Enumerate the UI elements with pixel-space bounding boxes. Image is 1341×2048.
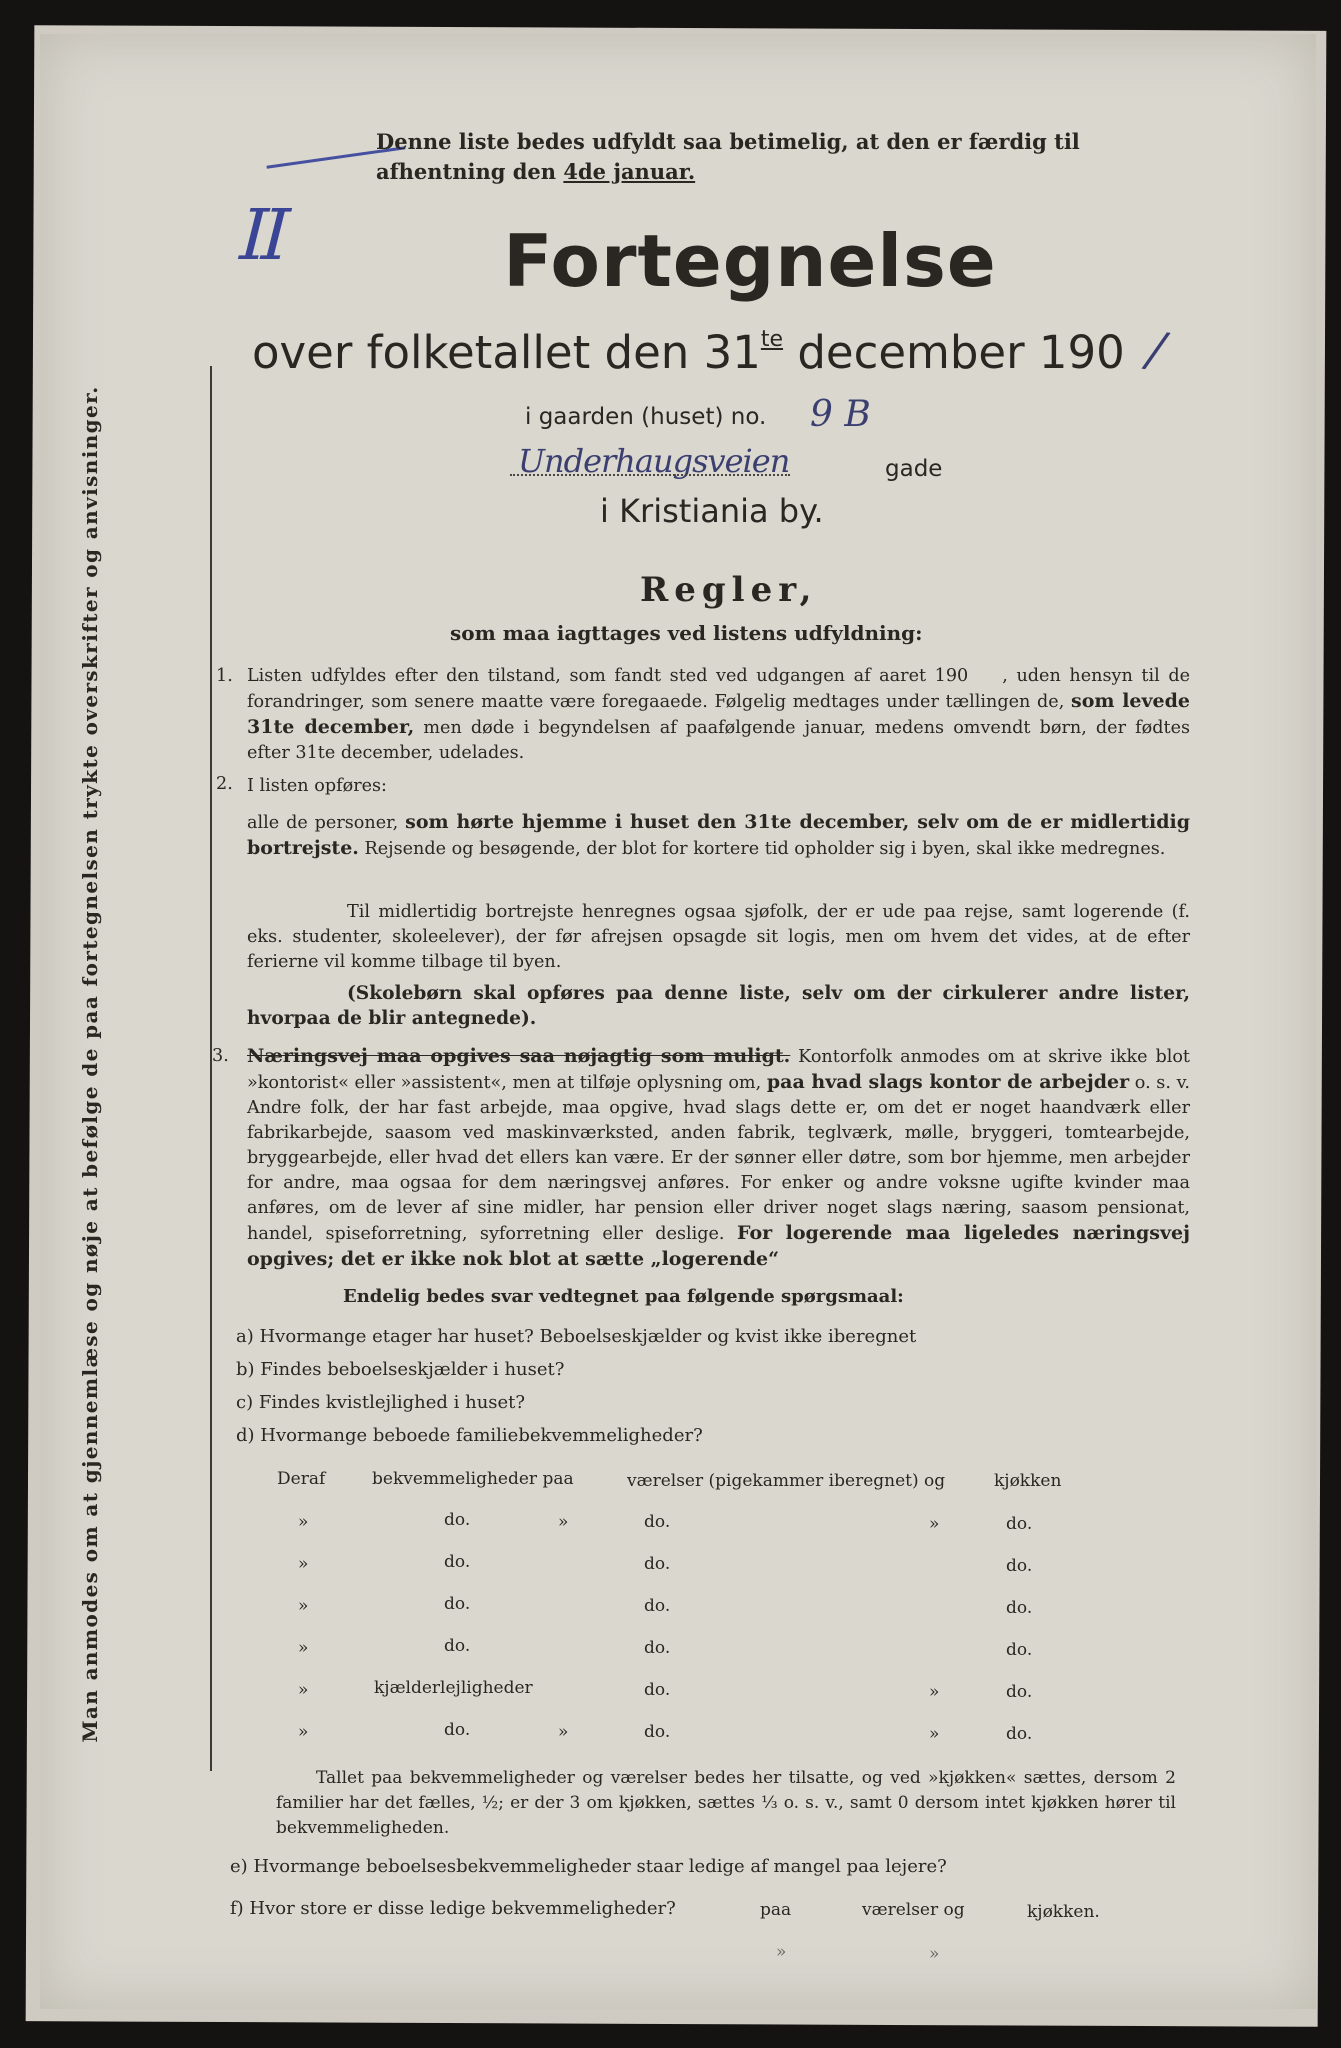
rule-3-text-a: Kontorfolk anmodes om at skrive ikke blot »kontorist« eller »assistent«, men at tilføje oplysning om, xyxy=(247,1047,1190,1093)
ditto-rooms: do. xyxy=(444,1636,471,1656)
ditto-kjokken: do. xyxy=(1006,1724,1033,1744)
rule-1-text-b: , uden hensyn til de forandringer, som senere maatte være foregaaede. Følgelig medtages under tællingen de, xyxy=(247,666,1190,712)
rule-2-body xyxy=(247,810,1190,862)
table-header-vaerelser: værelser (pigekammer iberegnet) og xyxy=(627,1471,946,1491)
rule-2-heading: I listen opføres: xyxy=(247,776,387,796)
rule-2-text-a: alle de personer, xyxy=(247,813,399,833)
ditto-vaerelser: do. xyxy=(644,1722,671,1742)
rule-3-emphasis-1: Næringsvej maa opgives saa nøjagtig som muligt. xyxy=(247,1045,791,1067)
ditto-mark: » xyxy=(298,1680,309,1700)
rule-1 xyxy=(247,664,1190,766)
ditto-mark: » xyxy=(558,1512,569,1532)
ditto-kjokken: do. xyxy=(1006,1514,1033,1534)
question-b: b) Findes beboelseskjælder i huset? xyxy=(236,1359,565,1380)
rule-2-school-note: (Skolebørn skal opføres paa denne liste, selv om der cirkulerer andre lister, hvorpaa de blir antegnede). xyxy=(247,983,1190,1029)
side-instruction: Man anmodes om at gjennemlæse og nøje at befølge de paa fortegnelsen trykte overskrifter og anvisninger. xyxy=(78,385,102,1743)
notice-line-1: Denne liste bedes udfyldt saa betimelig, at den er færdig til xyxy=(376,129,1080,154)
rule-2-paragraph-2: Til midlertidig bortrejste henregnes ogsaa sjøfolk, der er ude paa rejse, samt logerende (f. eks. studenter, skoleelever), der før afrejsen opsagde sit logis, men om hvem det vides, at de efter ferierne vil komme tilbage til byen. xyxy=(247,902,1190,972)
ditto-rooms: do. xyxy=(444,1552,471,1572)
question-f: f) Hvor store er disse ledige bekvemmeligheder? xyxy=(230,1898,676,1919)
form-subtitle xyxy=(252,326,1125,379)
cellar-apartments-label: kjælderlejligheder xyxy=(374,1678,533,1698)
ditto-vaerelser: do. xyxy=(644,1680,671,1700)
questions-intro: Endelig bedes svar vedtegnet paa følgende spørgsmaal: xyxy=(343,1286,904,1307)
street-dotted-line xyxy=(510,452,790,476)
rules-subheading: som maa iagttages ved listens udfyldning: xyxy=(450,621,923,645)
ditto-vaerelser: do. xyxy=(644,1512,671,1532)
ditto-mark: » xyxy=(776,1942,787,1962)
ditto-mark: » xyxy=(298,1722,309,1742)
subtitle-superscript: te xyxy=(760,327,784,352)
rule-1-number: 1. xyxy=(216,666,233,686)
ditto-kjokken: do. xyxy=(1006,1640,1033,1660)
ditto-mark: » xyxy=(298,1512,309,1532)
rule-3-number: 3. xyxy=(212,1046,229,1066)
ditto-kjokken: do. xyxy=(1006,1556,1033,1576)
city-label: i Kristiania by. xyxy=(600,492,824,530)
ditto-kjokken: do. xyxy=(1006,1682,1033,1702)
question-a: a) Hvormange etager har huset? Beboelseskjælder og kvist ikke iberegnet xyxy=(236,1326,917,1347)
table-header-kjokken: kjøkken xyxy=(994,1471,1062,1491)
ditto-mark: » xyxy=(929,1944,940,1964)
ditto-mark: » xyxy=(298,1554,309,1574)
census-form xyxy=(40,34,1316,2009)
house-number-label: i gaarden (huset) no. xyxy=(525,404,767,430)
ditto-vaerelser: do. xyxy=(644,1596,671,1616)
handwritten-house-number: 9 B xyxy=(810,394,871,435)
question-c: c) Findes kvistlejlighed i huset? xyxy=(236,1392,526,1413)
ditto-mark: » xyxy=(298,1638,309,1658)
subtitle-text: over folketallet den 31 xyxy=(252,326,761,379)
ditto-kjokken: do. xyxy=(1006,1598,1033,1618)
notice-line-2 xyxy=(376,157,1080,187)
table-header-deraf: Deraf xyxy=(277,1469,326,1489)
rule-3-emphasis-3: For logerende maa ligeledes næringsvej opgives; det er ikke nok blot at sætte „logerende“ xyxy=(247,1222,1190,1270)
rule-1-text-c: men døde i begyndelsen af paafølgende januar, medens omvendt børn, der fødtes efter 31te december, udelades. xyxy=(247,718,1191,763)
rule-3-emphasis-2: paa hvad slags kontor de arbejder xyxy=(766,1071,1130,1093)
question-e: e) Hvormange beboelsesbekvemmeligheder staar ledige af mangel paa lejere? xyxy=(230,1856,947,1877)
question-d: d) Hvormange beboede familiebekvemmeligheder? xyxy=(236,1425,703,1446)
notice-line-2-text: afhentning den xyxy=(376,159,564,184)
ditto-rooms: do. xyxy=(444,1510,471,1530)
ditto-mark: » xyxy=(929,1514,940,1534)
street-label: gade xyxy=(885,456,943,482)
rule-3 xyxy=(247,1044,1190,1273)
ditto-rooms: do. xyxy=(444,1720,471,1740)
handwritten-year-digit: / xyxy=(1144,321,1168,379)
rule-3-text-b: o. s. v. Andre folk, der har fast arbejde, maa opgive, hvad slags dette er, om det er noget haandværk eller fabrikarbejde, saasom ved maskinværksted, anden fabrik, teglværk, mølle, bryggeri, tomtearbejde, bryggearbejde, eller hvad det ellers kan være. Er der sønner eller døtre, som bor hjemme, men arbejder for andre, maa ogsaa for dem næringsvej anføres. For enker og andre voksne ugifte kvinder maa anføres, om de lever af sine midler, har pension eller driver noget slags næring, saasom pensionat, handel, spiseforretning, syforretning eller deslige. xyxy=(247,1073,1191,1244)
ditto-mark: » xyxy=(929,1682,940,1702)
question-f-paa: paa xyxy=(760,1900,792,1920)
ditto-vaerelser: do. xyxy=(644,1554,671,1574)
form-title: Fortegnelse xyxy=(503,219,997,303)
question-f-kjokken: kjøkken. xyxy=(1027,1902,1100,1922)
ditto-mark: » xyxy=(298,1596,309,1616)
rule-2-emphasis: som hørte hjemme i huset den 31te december, selv om de er midlertidig bortrejste. xyxy=(247,811,1190,859)
question-f-vaerelser: værelser og xyxy=(862,1900,965,1920)
notice-date: 4de januar. xyxy=(563,159,696,184)
ditto-mark: » xyxy=(929,1724,940,1744)
ditto-rooms: do. xyxy=(444,1594,471,1614)
ditto-vaerelser: do. xyxy=(644,1638,671,1658)
rule-1-text-a: Listen udfyldes efter den tilstand, som fandt sted ved udgangen af aaret 190 xyxy=(247,666,969,686)
ditto-mark: » xyxy=(558,1722,569,1742)
table-header-rooms: bekvemmeligheder paa xyxy=(372,1469,574,1489)
rule-1-emphasis: som levede 31te december, xyxy=(247,690,1191,738)
kitchen-note: Tallet paa bekvemmeligheder og værelser bedes her tilsatte, og ved »kjøkken« sættes, dersom 2 familier har det fælles, ½; er der 3 om kjøkken, sættes ⅓ o. s. v., samt 0 dersom intet kjøkken hører til bekvemmeligheden. xyxy=(276,1768,1176,1838)
rule-2-text-b: Rejsende og besøgende, der blot for kortere tid opholder sig i byen, skal ikke medregnes. xyxy=(364,839,1166,859)
margin-rule xyxy=(210,366,212,1771)
subtitle-year: december 190 xyxy=(783,326,1125,379)
handwritten-roman-numeral: II xyxy=(229,194,294,276)
rule-2-number: 2. xyxy=(216,774,233,794)
handwritten-street-name: Underhaugsveien xyxy=(518,442,790,480)
rules-heading: Regler, xyxy=(640,570,818,610)
delivery-notice xyxy=(376,127,1080,187)
